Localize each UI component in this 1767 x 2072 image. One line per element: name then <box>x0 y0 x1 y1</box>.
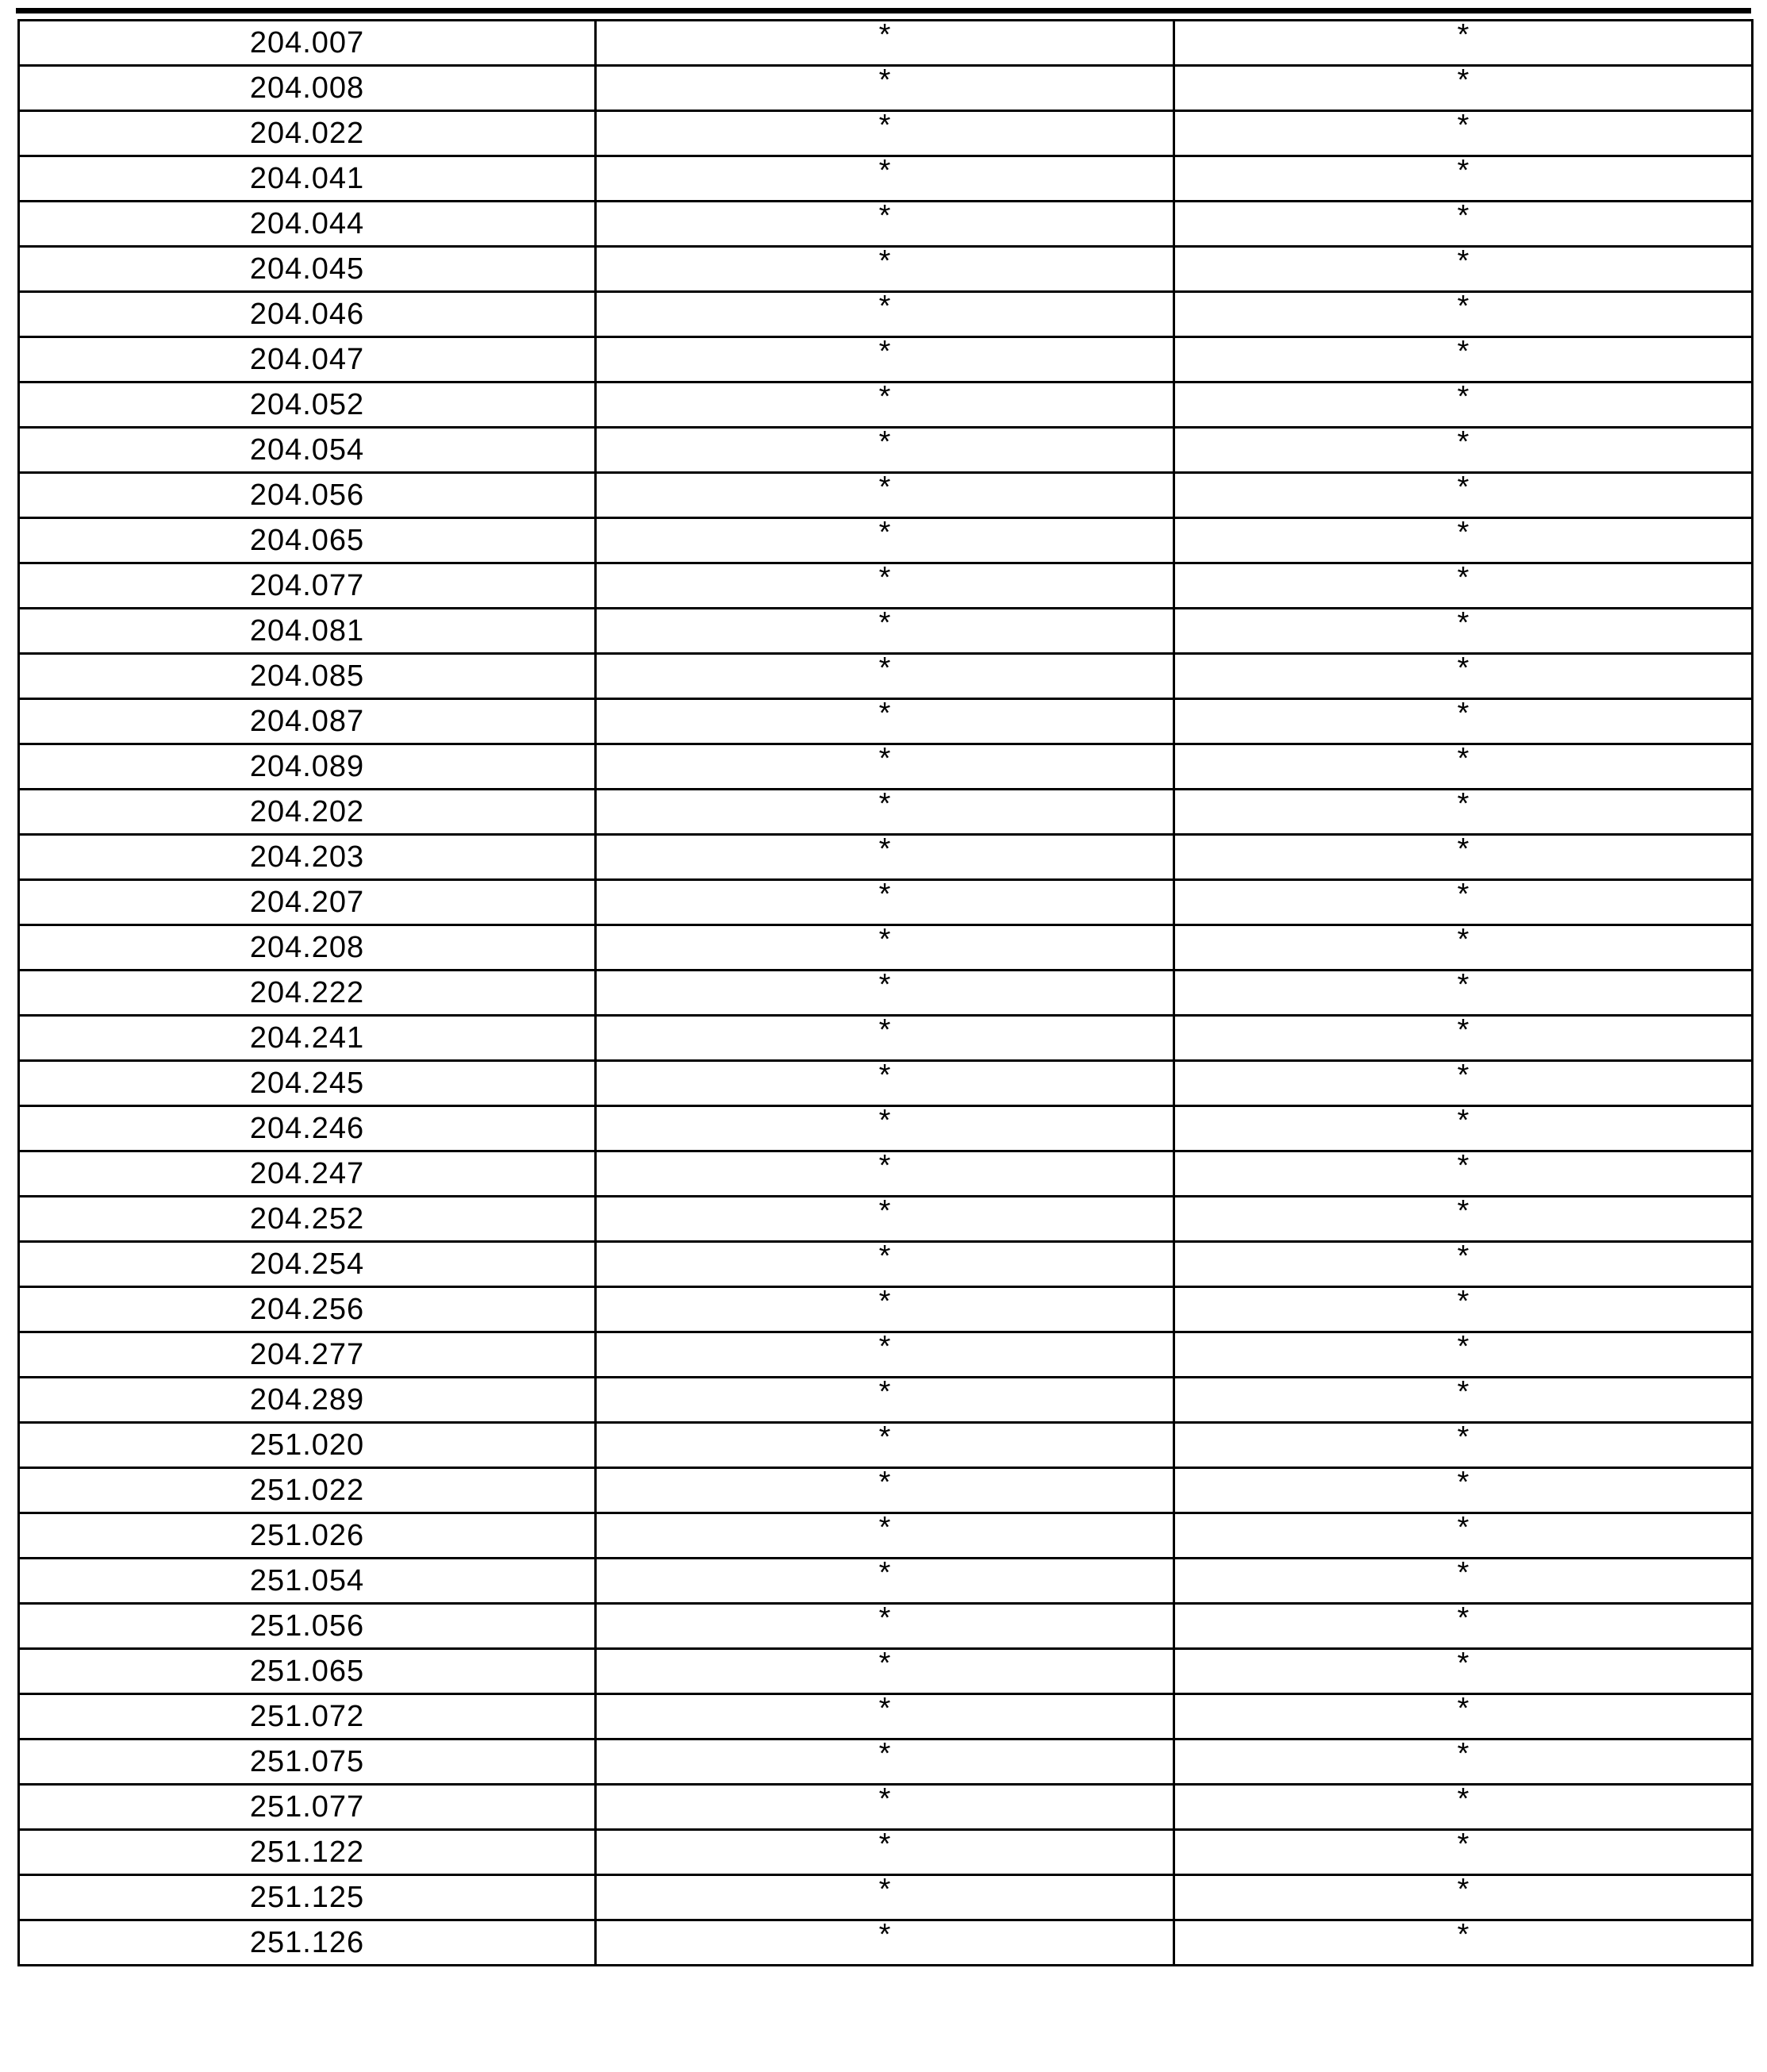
table-row <box>19 1830 1753 1875</box>
table-row <box>19 1875 1753 1920</box>
table-row <box>19 1242 1753 1287</box>
table-row <box>19 1332 1753 1378</box>
code-cell: 204.007 <box>19 21 596 66</box>
marker-cell-col2 <box>596 1694 1174 1739</box>
asterisk-marker: * <box>878 199 891 233</box>
asterisk-marker: * <box>1457 1420 1469 1454</box>
code-cell: 204.208 <box>19 925 596 971</box>
code-cell: 204.056 <box>19 473 596 518</box>
asterisk-marker: * <box>878 968 891 1001</box>
asterisk-marker: * <box>1457 1375 1469 1409</box>
marker-cell-col3 <box>1174 337 1753 382</box>
code-cell: 204.246 <box>19 1106 596 1151</box>
asterisk-marker: * <box>878 1647 891 1680</box>
table-row <box>19 699 1753 744</box>
asterisk-marker: * <box>1457 335 1469 368</box>
asterisk-marker: * <box>878 471 891 504</box>
marker-cell-col3 <box>1174 63 1753 111</box>
marker-cell-col3 <box>1174 699 1753 744</box>
table-row <box>19 202 1753 247</box>
table-row <box>19 66 1753 111</box>
marker-cell-col2 <box>596 1513 1174 1559</box>
marker-cell-col3 <box>1174 1739 1753 1785</box>
marker-cell-col2 <box>596 744 1174 790</box>
asterisk-marker: * <box>878 18 891 52</box>
marker-cell-col2 <box>596 111 1174 156</box>
asterisk-marker: * <box>878 1240 891 1273</box>
marker-cell-col3 <box>1174 968 1753 1016</box>
asterisk-marker: * <box>1457 561 1469 594</box>
code-cell: 204.054 <box>19 428 596 473</box>
marker-cell-col2 <box>596 1332 1174 1378</box>
code-cell: 204.245 <box>19 1061 596 1106</box>
table-row <box>19 1604 1753 1649</box>
marker-cell-col2 <box>596 63 1174 111</box>
marker-cell-col3 <box>1174 1920 1753 1966</box>
code-cell: 204.277 <box>19 1332 596 1378</box>
asterisk-marker: * <box>1457 1828 1469 1861</box>
asterisk-marker: * <box>1457 1285 1469 1318</box>
marker-cell-col3 <box>1174 1151 1753 1197</box>
marker-cell-col3 <box>1174 199 1753 247</box>
code-cell: 204.077 <box>19 563 596 609</box>
code-cell: 204.047 <box>19 337 596 382</box>
asterisk-marker: * <box>1457 1556 1469 1590</box>
asterisk-marker: * <box>878 1059 891 1092</box>
code-cell: 204.089 <box>19 744 596 790</box>
table-row <box>19 1197 1753 1242</box>
asterisk-marker: * <box>878 787 891 821</box>
marker-cell-col2 <box>596 699 1174 744</box>
marker-cell-col3 <box>1174 1332 1753 1378</box>
code-cell: 204.289 <box>19 1378 596 1423</box>
marker-cell-col2 <box>596 1013 1174 1061</box>
table-row <box>19 337 1753 382</box>
table-row <box>19 744 1753 790</box>
asterisk-marker: * <box>1457 742 1469 775</box>
marker-cell-col3 <box>1174 1468 1753 1513</box>
asterisk-marker: * <box>878 923 891 956</box>
marker-cell-col3 <box>1174 654 1753 699</box>
table-row <box>19 880 1753 925</box>
marker-cell-col2 <box>596 1420 1174 1468</box>
marker-cell-col2 <box>596 1151 1174 1197</box>
marker-cell-col3 <box>1174 787 1753 835</box>
marker-cell-col2 <box>596 787 1174 835</box>
asterisk-marker: * <box>878 1420 891 1454</box>
asterisk-marker: * <box>878 1511 891 1544</box>
code-cell: 251.125 <box>19 1875 596 1920</box>
marker-cell-col2 <box>596 292 1174 337</box>
code-cell: 204.044 <box>19 202 596 247</box>
marker-cell-col2 <box>596 880 1174 925</box>
asterisk-marker: * <box>1457 832 1469 866</box>
marker-cell-col3 <box>1174 1782 1753 1830</box>
table-body <box>19 18 1753 1966</box>
asterisk-marker: * <box>1457 1466 1469 1499</box>
code-cell: 204.081 <box>19 609 596 654</box>
marker-cell-col3 <box>1174 1061 1753 1106</box>
asterisk-marker: * <box>878 1601 891 1635</box>
code-cell: 204.052 <box>19 382 596 428</box>
code-cell: 204.022 <box>19 111 596 156</box>
asterisk-marker: * <box>1457 923 1469 956</box>
marker-cell-col3 <box>1174 292 1753 337</box>
code-cell: 204.207 <box>19 880 596 925</box>
asterisk-marker: * <box>1457 968 1469 1001</box>
code-cell: 251.065 <box>19 1649 596 1694</box>
marker-cell-col2 <box>596 606 1174 654</box>
marker-cell-col2 <box>596 1106 1174 1151</box>
table-row <box>19 971 1753 1016</box>
marker-cell-col3 <box>1174 1375 1753 1423</box>
marker-cell-col2 <box>596 925 1174 971</box>
table-row <box>19 292 1753 337</box>
marker-cell-col3 <box>1174 744 1753 790</box>
table-row <box>19 247 1753 292</box>
table-row <box>19 1785 1753 1830</box>
table-row <box>19 111 1753 156</box>
asterisk-marker: * <box>1457 1194 1469 1228</box>
table-row <box>19 1694 1753 1739</box>
asterisk-marker: * <box>878 335 891 368</box>
marker-cell-col2 <box>596 968 1174 1016</box>
asterisk-marker: * <box>1457 1873 1469 1906</box>
table-row <box>19 1151 1753 1197</box>
marker-cell-col2 <box>596 1556 1174 1604</box>
marker-cell-col2 <box>596 156 1174 202</box>
asterisk-marker: * <box>1457 1601 1469 1635</box>
top-rule <box>16 8 1751 13</box>
marker-cell-col2 <box>596 1375 1174 1423</box>
table-row <box>19 925 1753 971</box>
marker-cell-col3 <box>1174 111 1753 156</box>
code-cell: 251.056 <box>19 1604 596 1649</box>
asterisk-marker: * <box>878 244 891 278</box>
asterisk-marker: * <box>1457 199 1469 233</box>
code-cell: 251.054 <box>19 1559 596 1604</box>
asterisk-marker: * <box>1457 425 1469 459</box>
marker-cell-col3 <box>1174 1556 1753 1604</box>
marker-cell-col2 <box>596 1782 1174 1830</box>
marker-cell-col2 <box>596 1194 1174 1242</box>
asterisk-marker: * <box>878 697 891 730</box>
marker-cell-col2 <box>596 1920 1174 1966</box>
asterisk-marker: * <box>1457 1104 1469 1137</box>
marker-cell-col2 <box>596 473 1174 518</box>
marker-cell-col2 <box>596 337 1174 382</box>
marker-cell-col3 <box>1174 1601 1753 1649</box>
marker-cell-col3 <box>1174 518 1753 563</box>
asterisk-marker: * <box>878 290 891 323</box>
asterisk-marker: * <box>878 1194 891 1228</box>
asterisk-marker: * <box>878 1782 891 1816</box>
asterisk-marker: * <box>1457 1330 1469 1363</box>
marker-cell-col3 <box>1174 1194 1753 1242</box>
table-row <box>19 609 1753 654</box>
marker-cell-col2 <box>596 1875 1174 1920</box>
asterisk-marker: * <box>878 1918 891 1951</box>
table-row <box>19 1378 1753 1423</box>
asterisk-marker: * <box>878 516 891 549</box>
marker-cell-col2 <box>596 563 1174 609</box>
asterisk-marker: * <box>1457 471 1469 504</box>
asterisk-marker: * <box>878 380 891 413</box>
marker-cell-col3 <box>1174 1242 1753 1287</box>
marker-cell-col3 <box>1174 880 1753 925</box>
table-row <box>19 1559 1753 1604</box>
table-row <box>19 518 1753 563</box>
asterisk-marker: * <box>1457 1647 1469 1680</box>
code-cell: 204.254 <box>19 1242 596 1287</box>
asterisk-marker: * <box>878 652 891 685</box>
asterisk-marker: * <box>1457 244 1469 278</box>
marker-cell-col2 <box>596 832 1174 880</box>
marker-cell-col2 <box>596 18 1174 66</box>
asterisk-marker: * <box>878 1466 891 1499</box>
table-row <box>19 1920 1753 1966</box>
asterisk-marker: * <box>878 1556 891 1590</box>
asterisk-marker: * <box>878 154 891 187</box>
code-cell: 251.022 <box>19 1468 596 1513</box>
asterisk-marker: * <box>1457 652 1469 685</box>
marker-cell-col2 <box>596 1242 1174 1287</box>
asterisk-marker: * <box>878 1149 891 1182</box>
marker-cell-col2 <box>596 1601 1174 1649</box>
code-cell: 204.045 <box>19 247 596 292</box>
marker-cell-col3 <box>1174 832 1753 880</box>
asterisk-marker: * <box>1457 1149 1469 1182</box>
code-cell: 204.085 <box>19 654 596 699</box>
asterisk-marker: * <box>878 1873 891 1906</box>
marker-cell-col3 <box>1174 1013 1753 1061</box>
code-cell: 251.072 <box>19 1694 596 1739</box>
marker-cell-col3 <box>1174 1875 1753 1920</box>
table-row <box>19 21 1753 66</box>
marker-cell-col3 <box>1174 473 1753 518</box>
asterisk-marker: * <box>878 1375 891 1409</box>
code-cell: 204.046 <box>19 292 596 337</box>
table-row <box>19 835 1753 880</box>
code-cell: 204.041 <box>19 156 596 202</box>
asterisk-marker: * <box>1457 18 1469 52</box>
code-cell: 204.202 <box>19 790 596 835</box>
table-row <box>19 428 1753 473</box>
asterisk-marker: * <box>878 1828 891 1861</box>
asterisk-marker: * <box>878 1285 891 1318</box>
marker-cell-col2 <box>596 1061 1174 1106</box>
marker-cell-col2 <box>596 1739 1174 1785</box>
marker-cell-col2 <box>596 199 1174 247</box>
asterisk-marker: * <box>1457 787 1469 821</box>
asterisk-marker: * <box>1457 380 1469 413</box>
marker-cell-col2 <box>596 244 1174 292</box>
asterisk-marker: * <box>1457 109 1469 142</box>
marker-cell-col3 <box>1174 244 1753 292</box>
marker-cell-col3 <box>1174 606 1753 654</box>
asterisk-marker: * <box>1457 878 1469 911</box>
marker-cell-col3 <box>1174 925 1753 971</box>
table-row <box>19 654 1753 699</box>
marker-cell-col2 <box>596 1468 1174 1513</box>
asterisk-marker: * <box>1457 1918 1469 1951</box>
marker-cell-col2 <box>596 1649 1174 1694</box>
marker-cell-col2 <box>596 1287 1174 1332</box>
table-row <box>19 1016 1753 1061</box>
code-cell: 251.077 <box>19 1785 596 1830</box>
asterisk-marker: * <box>1457 1059 1469 1092</box>
asterisk-marker: * <box>878 1013 891 1047</box>
code-cell: 251.075 <box>19 1739 596 1785</box>
asterisk-marker: * <box>1457 697 1469 730</box>
code-cell: 204.222 <box>19 971 596 1016</box>
asterisk-marker: * <box>878 561 891 594</box>
marker-cell-col3 <box>1174 1830 1753 1875</box>
asterisk-marker: * <box>878 63 891 97</box>
asterisk-marker: * <box>1457 154 1469 187</box>
asterisk-marker: * <box>878 109 891 142</box>
code-cell: 204.065 <box>19 518 596 563</box>
table-row <box>19 1423 1753 1468</box>
marker-cell-col3 <box>1174 18 1753 66</box>
table-row <box>19 156 1753 202</box>
asterisk-marker: * <box>1457 1782 1469 1816</box>
asterisk-marker: * <box>878 1692 891 1725</box>
marker-cell-col3 <box>1174 563 1753 609</box>
table-row <box>19 1649 1753 1694</box>
asterisk-marker: * <box>1457 63 1469 97</box>
asterisk-marker: * <box>878 606 891 640</box>
code-cell: 204.256 <box>19 1287 596 1332</box>
marker-cell-col3 <box>1174 382 1753 428</box>
marker-cell-col3 <box>1174 1287 1753 1332</box>
asterisk-marker: * <box>878 1330 891 1363</box>
asterisk-marker: * <box>1457 606 1469 640</box>
marker-cell-col3 <box>1174 156 1753 202</box>
marker-cell-col3 <box>1174 1106 1753 1151</box>
asterisk-marker: * <box>878 878 891 911</box>
data-table <box>17 19 1754 1966</box>
table-row <box>19 1739 1753 1785</box>
marker-cell-col3 <box>1174 1420 1753 1468</box>
code-cell: 251.122 <box>19 1830 596 1875</box>
asterisk-marker: * <box>878 1737 891 1770</box>
code-cell: 204.247 <box>19 1151 596 1197</box>
table-row <box>19 1106 1753 1151</box>
marker-cell-col3 <box>1174 1513 1753 1559</box>
table-row <box>19 1468 1753 1513</box>
asterisk-marker: * <box>1457 1240 1469 1273</box>
marker-cell-col2 <box>596 518 1174 563</box>
code-cell: 251.020 <box>19 1423 596 1468</box>
marker-cell-col3 <box>1174 425 1753 473</box>
asterisk-marker: * <box>1457 1737 1469 1770</box>
marker-cell-col3 <box>1174 1649 1753 1694</box>
asterisk-marker: * <box>878 425 891 459</box>
table-row <box>19 382 1753 428</box>
table-row <box>19 1061 1753 1106</box>
code-cell: 204.087 <box>19 699 596 744</box>
marker-cell-col2 <box>596 425 1174 473</box>
code-cell: 204.008 <box>19 66 596 111</box>
code-cell: 251.026 <box>19 1513 596 1559</box>
code-cell: 204.203 <box>19 835 596 880</box>
asterisk-marker: * <box>1457 290 1469 323</box>
asterisk-marker: * <box>1457 1013 1469 1047</box>
asterisk-marker: * <box>878 1104 891 1137</box>
table-row <box>19 1513 1753 1559</box>
asterisk-marker: * <box>1457 1692 1469 1725</box>
marker-cell-col2 <box>596 1830 1174 1875</box>
table-row <box>19 563 1753 609</box>
asterisk-marker: * <box>878 742 891 775</box>
table-row <box>19 473 1753 518</box>
code-cell: 204.252 <box>19 1197 596 1242</box>
asterisk-marker: * <box>1457 1511 1469 1544</box>
code-cell: 204.241 <box>19 1016 596 1061</box>
marker-cell-col3 <box>1174 1694 1753 1739</box>
table-row <box>19 1287 1753 1332</box>
asterisk-marker: * <box>1457 516 1469 549</box>
marker-cell-col2 <box>596 654 1174 699</box>
asterisk-marker: * <box>878 832 891 866</box>
marker-cell-col2 <box>596 382 1174 428</box>
code-cell: 251.126 <box>19 1920 596 1966</box>
table-row <box>19 790 1753 835</box>
